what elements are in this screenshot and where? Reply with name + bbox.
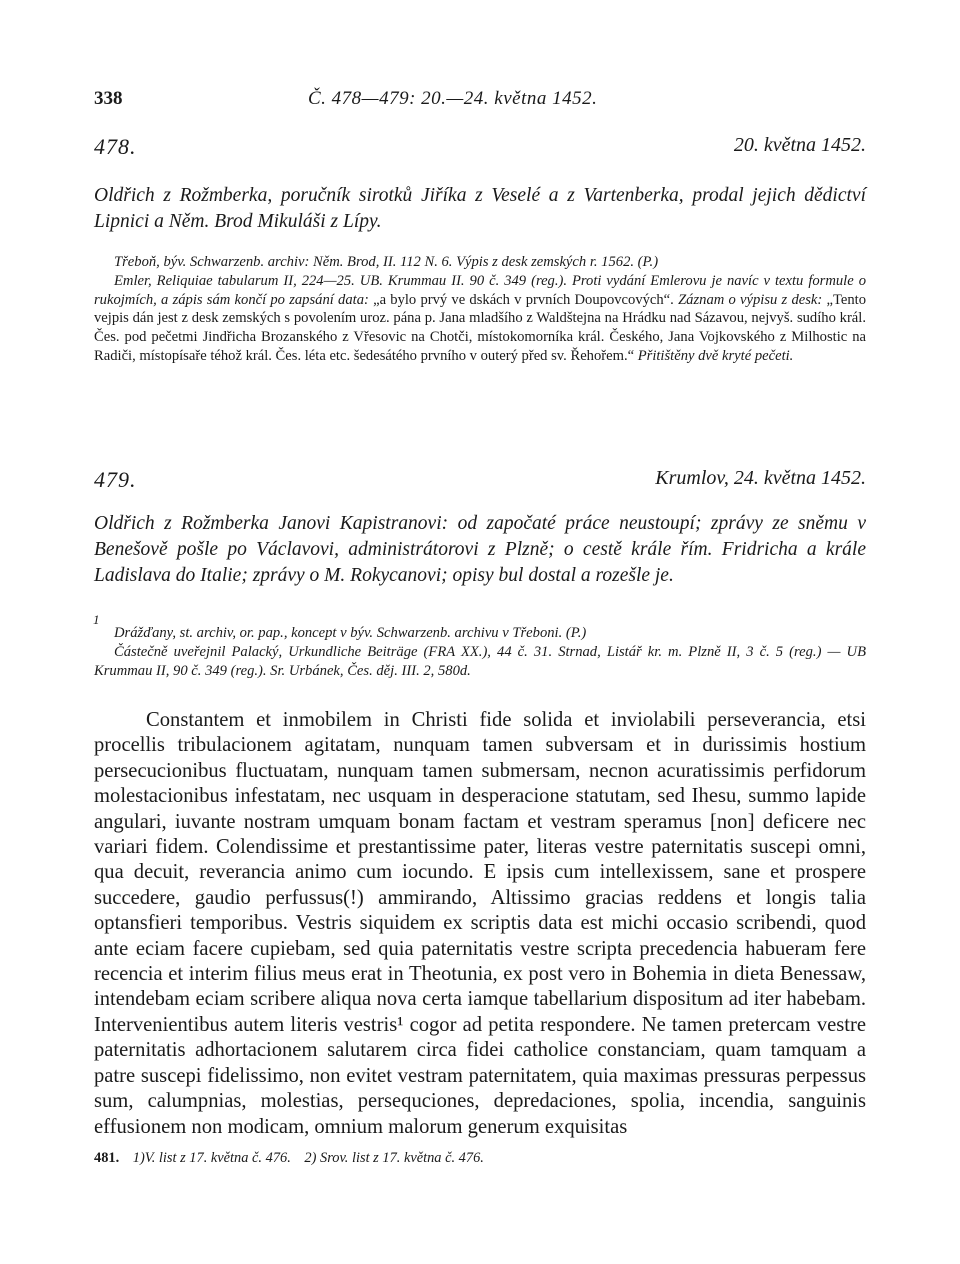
archive-note: Třeboň, býv. Schwarzenb. archiv: Něm. Brod, II. 112 N. 6. Výpis z desk zemských r. 1562. (P.) <box>114 254 659 270</box>
source-notes-479 <box>94 624 866 680</box>
edition-note-479: Částečně uveřejnil Palacký, Urkundliche Beiträge (FRA XX.), 44 č. 31. Strnad, Listář kr. m. Plzně II, 3 č. 5 (reg.) — UB Krummau II, 90 č. 349 (reg.). Sr. Urbánek, Čes. děj. III. 2, 580d. <box>94 643 866 679</box>
letter-paragraph: Constantem et inmobilem in Christi fide solida et inviolabili perseverancia, etsi procellis tribulacionem agitatam, nunquam tamen subversam et in durissimis hostium persecucionibus fluctuatam, nunquam tamen submersam, necnon acuratissimis perfidorum molestacionibus infestatam, nec usquam in desperacione statutam, sed Ihesu, summo lapide angulari, iuvante nostram umquam bonam factam et vestram speramus [non] deficere nec variari fidem. Colendissime et prestantissime pater, literas vestre paternitatis suscepi omni, qua decuit, reverancia animo cum iocundo. E ipsis cum intellexissem, sane et prospere succedere, gaudio perfussus(!) ammirando, Altissimo gracias reddens et longis talia optansfieri temporibus. Vestris siquidem ex scriptis data est michi occasio scribendi, quod ante eciam facere cupiebam, sed quia paternitatis vestre scripta precedencia habueram fere recencia et interim filius meus erat in Theotunia, ex post vero in Bohemia in dieta Benessaw, intendebam eciam scribere aliqua nova certa iamque tabellarium dispositum ad iter habebam. Intervenientibus autem literis vestris¹ cogor ad petita respondere. Ne tamen pretercam vestre paternitatis adhortacionem salutarem circa fidei catholice constanciam, quam tamquam a patre suscepi fidelissimo, non evitet vestram paternitatem, quia maximas pressuras perpessus sum, calumpnias, molestias, persequciones, depredaciones, spolia, incendia, sanguinis effusionem non modicam, omnium malorum generum exquisitas <box>94 709 866 1138</box>
record-note-label: Záznam o výpisu z desk: <box>678 291 823 308</box>
footnotes <box>94 1150 866 1167</box>
footnote-2: 2) Srov. list z 17. května č. 476. <box>304 1150 484 1166</box>
footnote-doc-number: 481. <box>94 1150 120 1166</box>
running-header <box>94 88 866 114</box>
document-number-478: 478. <box>94 134 137 159</box>
regest-478: Oldřich z Rožmberka, poručník sirotků Jiříka z Veselé a z Vartenberka, prodal jejich dědictví Lipnici a Něm. Brod Mikuláši z Lípy. <box>94 185 866 232</box>
quote-text: „a bylo prvý ve dskách v prvních Doupovcových“. <box>373 291 674 308</box>
document-date-479: Krumlov, 24. května 1452. <box>655 467 866 489</box>
source-notes-478 <box>94 253 866 366</box>
document-date-478: 20. května 1452. <box>733 134 866 156</box>
page-number: 338 <box>94 88 123 109</box>
footnote-ref-mark: 1 <box>93 612 100 627</box>
running-title: Č. 478—479: 20.—24. května 1452. <box>308 88 598 109</box>
document-number-479: 479. <box>94 467 137 492</box>
record-quote: „Tento vejpis dán jest z desk zemských s povolením uroz. pána p. Jana mladšího z Waldštejna na Hrádku nad Sázavou, nejvyš. sudího král. Čes. pod pečetmi Jindřicha Brozanského z Vřesovic na Chotči, místokomorníka král. Českého, Jana Vojkovského z Milhostic na Radiči, místopísaře téhož král. Čes. léta etc. šedesátého prvního v outerý před sv. Řehořem.“ <box>94 291 866 364</box>
seal-note: Přitištěny dvě kryté pečeti. <box>637 347 794 364</box>
archive-note-479: Drážďany, st. archiv, or. pap., koncept v býv. Schwarzenb. archivu v Třeboni. (P.) <box>114 625 587 641</box>
footnote-1: 1)V. list z 17. května č. 476. <box>132 1150 291 1166</box>
latin-letter-text <box>94 708 866 1140</box>
edition-note <box>94 272 866 366</box>
regest-479: Oldřich z Rožmberka Janovi Kapistranovi: od započaté práce neustoupí; zprávy ze sněmu v Benešově pošle po Václavovi, administrátorovi z Plzně; o cestě krále řím. Fridricha a krále Ladislava do Italie; zprávy o M. Rokycanovi; opisy bul dostal a rozešle je. <box>94 513 866 586</box>
edition-note-text: Emler, Reliquiae tabularum II, 224—25. UB. Krummau II. 90 č. 349 (reg.). Proti vydání Emlerovu je navíc v textu formule o rukojmích, a zápis sám končí po zapsání data: <box>94 272 866 308</box>
